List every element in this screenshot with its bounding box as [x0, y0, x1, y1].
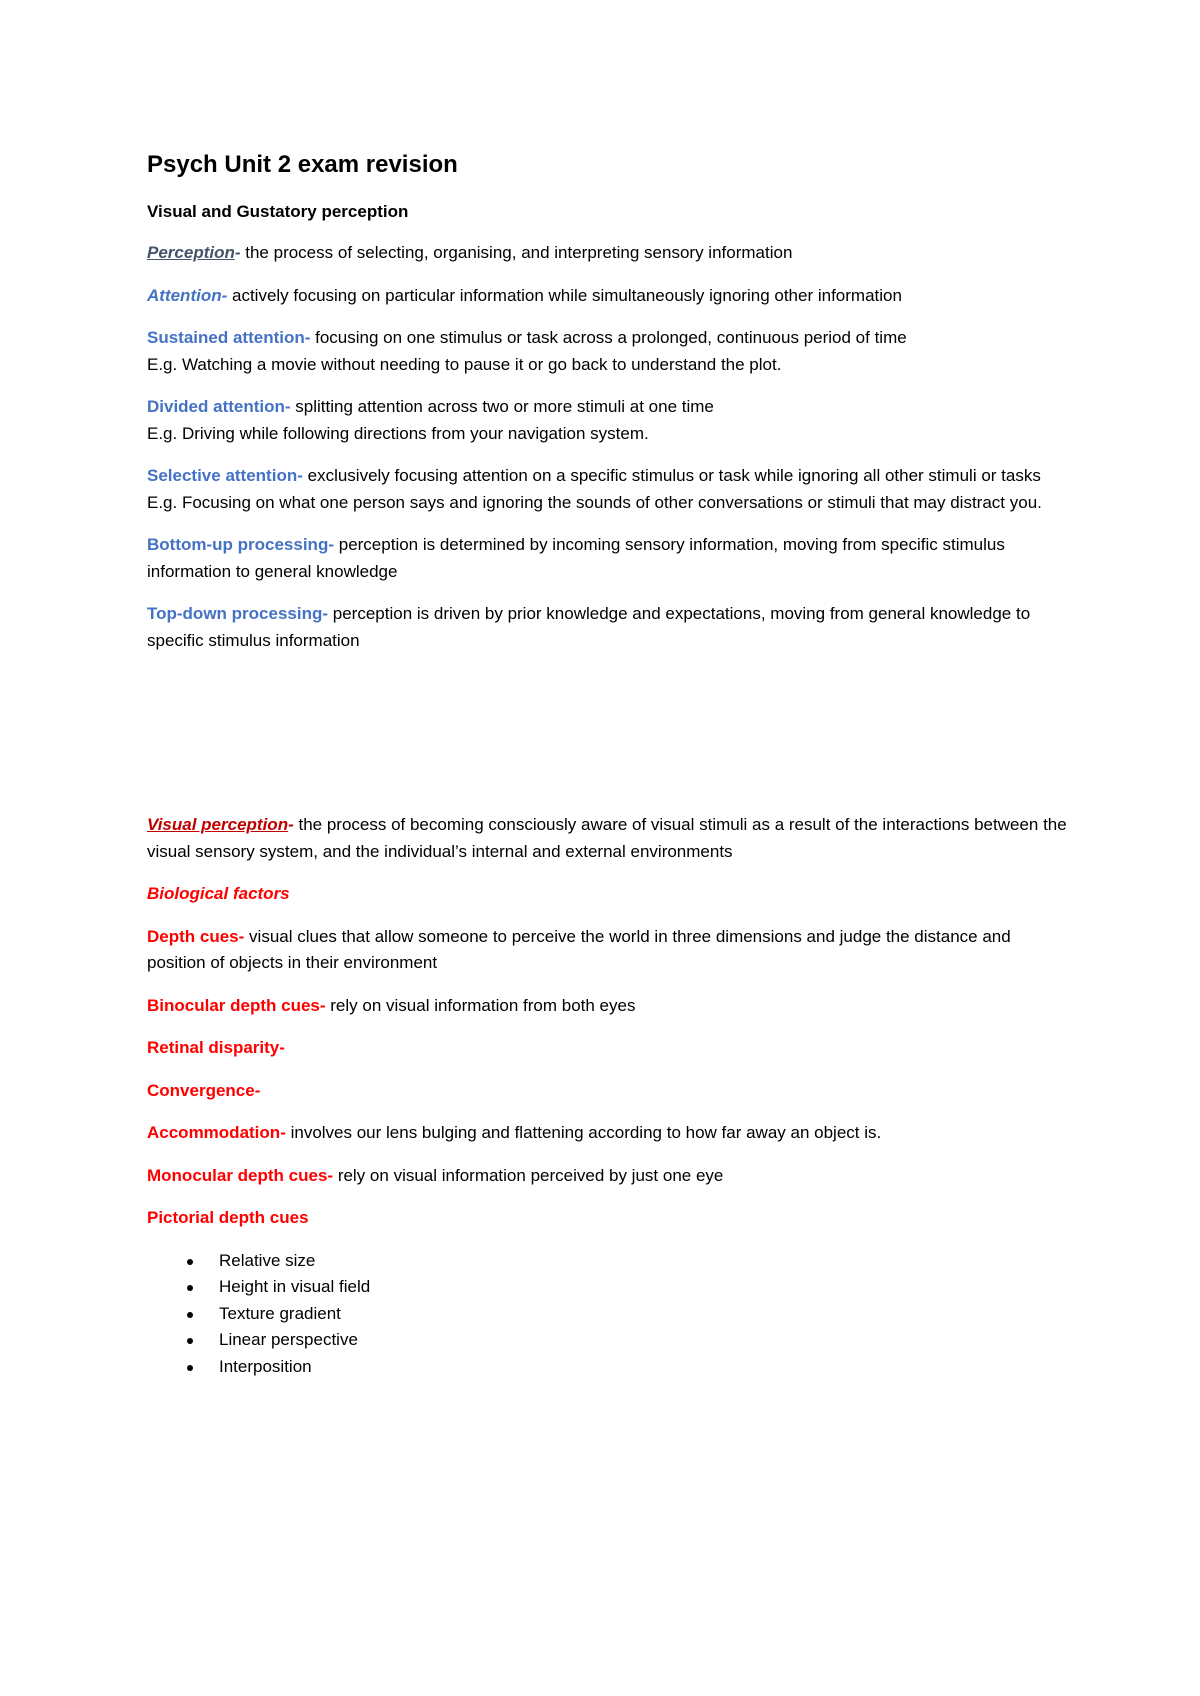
list-item-label: Height in visual field: [219, 1277, 371, 1296]
heading-biological-factors: Biological factors: [147, 884, 290, 903]
definition-text: perception is driven by prior knowledge and expectations, moving from general knowledge to specific stimulus information: [147, 604, 1031, 650]
definition-dash: -: [284, 397, 291, 416]
list-item: [147, 1274, 1067, 1301]
definition-depth-cues: [147, 924, 1067, 977]
definition-dash: -: [279, 1038, 285, 1057]
definition-dash: -: [254, 1080, 261, 1100]
bullet-icon: [187, 1312, 193, 1318]
definition-text: perception is determined by incoming sensory information, moving from specific stimulus information to general knowledge: [147, 535, 1005, 581]
definition-term: Top-down processing: [147, 604, 323, 623]
definition-text: the process of becoming consciously aware of visual stimuli as a result of the interactions between the visual sensory system, and the individual’s internal and external environments: [147, 815, 1067, 861]
bullet-icon: [187, 1338, 193, 1344]
definition-term: Divided attention: [147, 397, 285, 416]
definition-term: Selective attention: [147, 466, 298, 485]
definition-dash: -: [328, 535, 335, 554]
pictorial-cues-list: [147, 1248, 1067, 1381]
definition-term: Retinal disparity: [147, 1038, 280, 1057]
definition-binocular-depth-cues: [147, 993, 1067, 1020]
definition-dash: -: [280, 1123, 286, 1142]
list-item: [147, 1248, 1067, 1275]
definition-text: actively focusing on particular information while simultaneously ignoring other information: [227, 285, 902, 305]
bullet-icon: [187, 1259, 193, 1265]
definition-divided-attention: [147, 394, 1067, 447]
blank-space: [147, 670, 1067, 812]
definition-text: exclusively focusing attention on a specific stimulus or task while ignoring all other stimuli or tasks: [302, 466, 1041, 485]
definition-term: Visual perception: [147, 815, 289, 834]
definition-term: Monocular depth cues: [147, 1165, 328, 1185]
definition-dash: -: [288, 815, 294, 834]
definition-term: Sustained attention: [147, 328, 305, 347]
document-body: [147, 148, 1067, 1380]
list-item-label: Interposition: [219, 1356, 312, 1376]
definition-visual-perception: [147, 812, 1067, 865]
definition-text: visual clues that allow someone to perceive the world in three dimensions and judge the distance and position of objects in their environment: [147, 926, 1011, 972]
definition-bottom-up-processing: [147, 532, 1067, 585]
definition-text: focusing on one stimulus or task across a prolonged, continuous period of time: [310, 328, 907, 347]
definition-text: rely on visual information from both eyes: [325, 995, 636, 1015]
definition-top-down-processing: [147, 601, 1067, 654]
definition-dash: -: [234, 243, 241, 262]
definition-dash: -: [221, 285, 228, 305]
definition-selective-attention: [147, 463, 1067, 516]
list-item-label: Relative size: [219, 1250, 316, 1270]
section-subtitle: Visual and Gustatory perception: [147, 202, 409, 221]
definition-accommodation: [147, 1120, 1067, 1147]
definition-text: involves our lens bulging and flattening according to how far away an object is.: [285, 1123, 882, 1142]
definition-text: splitting attention across two or more stimuli at one time: [290, 397, 714, 416]
definition-term: Accommodation: [147, 1123, 281, 1142]
definition-dash: -: [297, 466, 303, 485]
list-item-label: Texture gradient: [219, 1303, 341, 1323]
document-title: Psych Unit 2 exam revision: [147, 151, 458, 178]
definition-attention: [147, 283, 1067, 310]
example-text: E.g. Focusing on what one person says and ignoring the sounds of other conversations or stimuli that may distract you.: [147, 492, 1042, 512]
bullet-icon: [187, 1365, 193, 1371]
definition-dash: -: [238, 926, 245, 946]
definition-monocular-depth-cues: [147, 1163, 1067, 1190]
definition-retinal-disparity: [147, 1035, 1067, 1062]
definition-text: rely on visual information perceived by just one eye: [333, 1165, 724, 1185]
bullet-icon: [187, 1285, 193, 1291]
definition-term: Binocular depth cues: [147, 995, 320, 1015]
heading-pictorial-depth-cues: Pictorial depth cues: [147, 1208, 309, 1227]
definition-term: Bottom-up processing: [147, 535, 329, 554]
definition-convergence: [147, 1078, 1067, 1105]
definition-sustained-attention: [147, 325, 1067, 378]
definition-dash: -: [327, 1165, 334, 1185]
definition-term: Convergence: [147, 1080, 255, 1100]
definition-perception: [147, 240, 1067, 267]
example-text: E.g. Watching a movie without needing to pause it or go back to understand the plot.: [147, 354, 782, 374]
definition-dash: -: [304, 328, 311, 347]
definition-text: the process of selecting, organising, and interpreting sensory information: [240, 243, 793, 262]
list-item-label: Linear perspective: [219, 1330, 358, 1349]
list-item: [147, 1301, 1067, 1328]
definition-term: Attention: [147, 285, 222, 305]
list-item: [147, 1327, 1067, 1354]
definition-term: Perception: [147, 243, 235, 262]
definition-dash: -: [322, 604, 329, 623]
list-item: [147, 1354, 1067, 1381]
example-text: E.g. Driving while following directions from your navigation system.: [147, 423, 649, 443]
definition-term: Depth cues: [147, 926, 239, 946]
definition-dash: -: [319, 995, 326, 1015]
